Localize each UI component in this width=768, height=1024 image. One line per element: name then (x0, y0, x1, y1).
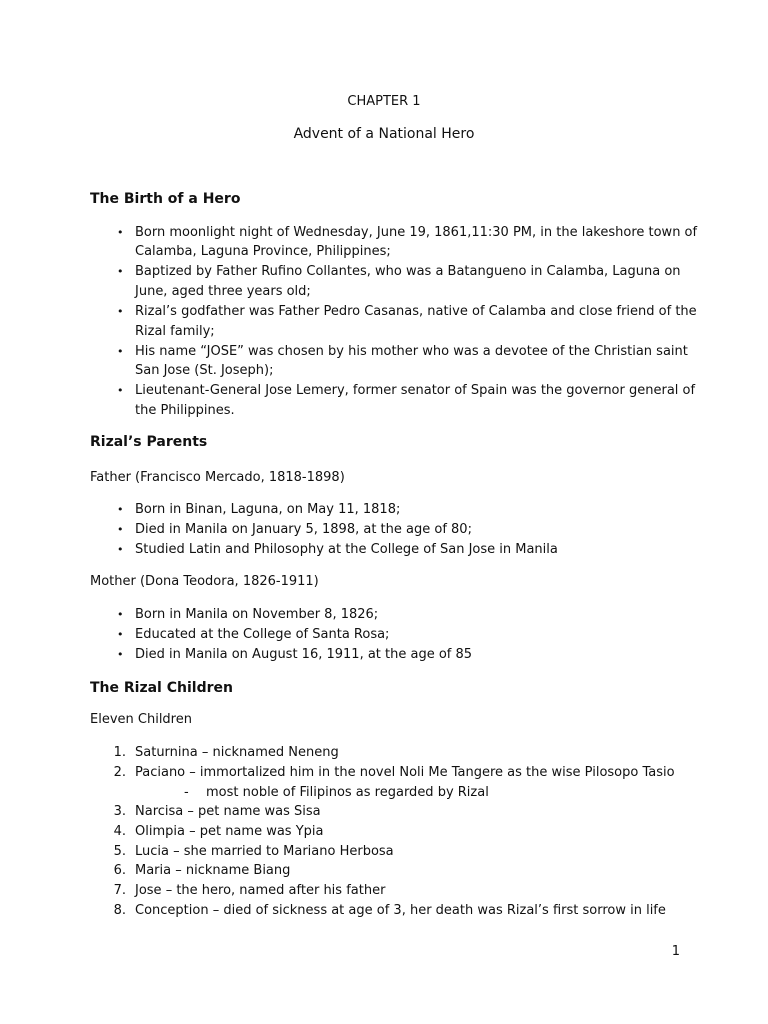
list-item: Educated at the College of Santa Rosa; (135, 627, 390, 642)
list-item: Paciano – immortalized him in the novel Noli Me Tangere as the wise Pilosopo Tasio (135, 765, 675, 780)
bullet-icon: • (117, 608, 124, 621)
section-heading-parents: Rizal’s Parents (90, 434, 208, 450)
list-item: Narcisa – pet name was Sisa (135, 804, 321, 819)
list-number: 1. (113, 745, 126, 760)
bullet-icon: • (117, 543, 124, 556)
bullet-icon: • (117, 265, 124, 278)
bullet-icon: • (117, 305, 124, 318)
list-item: Born in Binan, Laguna, on May 11, 1818; (135, 502, 401, 517)
sub-item-dash: - (184, 785, 189, 800)
list-item: Maria – nickname Biang (135, 863, 291, 878)
list-item: Lucia – she married to Mariano Herbosa (135, 844, 394, 859)
father-label: Father (Francisco Mercado, 1818-1898) (90, 470, 345, 485)
chapter-title: Advent of a National Hero (293, 126, 475, 142)
list-number: 8. (113, 903, 126, 918)
list-item: Saturnina – nicknamed Neneng (135, 745, 339, 760)
list-number: 7. (113, 883, 126, 898)
bullet-icon: • (117, 628, 124, 641)
list-item: Died in Manila on January 5, 1898, at the age of 80; (135, 522, 472, 537)
bullet-icon: • (117, 523, 124, 536)
bullet-icon: • (117, 345, 124, 358)
list-item-continuation: the Philippines. (135, 403, 235, 418)
list-item-continuation: Rizal family; (135, 324, 215, 339)
list-item: His name “JOSE” was chosen by his mother who was a devotee of the Christian saint (135, 344, 688, 359)
list-number: 2. (113, 765, 126, 780)
bullet-icon: • (117, 226, 124, 239)
list-item: Conception – died of sickness at age of 3, her death was Rizal’s first sorrow in life (135, 903, 666, 918)
list-item-continuation: June, aged three years old; (135, 284, 311, 299)
list-item-continuation: San Jose (St. Joseph); (135, 363, 274, 378)
chapter-label: CHAPTER 1 (347, 94, 421, 109)
list-number: 3. (113, 804, 126, 819)
list-item: Studied Latin and Philosophy at the College of San Jose in Manila (135, 542, 558, 557)
list-item-continuation: Calamba, Laguna Province, Philippines; (135, 244, 391, 259)
bullet-icon: • (117, 384, 124, 397)
list-number: 6. (113, 863, 126, 878)
bullet-icon: • (117, 648, 124, 661)
list-item: Rizal’s godfather was Father Pedro Casanas, native of Calamba and close friend of the (135, 304, 697, 319)
list-item: Lieutenant-General Jose Lemery, former senator of Spain was the governor general of (135, 383, 696, 398)
section-heading-birth: The Birth of a Hero (90, 191, 241, 207)
list-item: Died in Manila on August 16, 1911, at the age of 85 (135, 647, 473, 662)
section-heading-children: The Rizal Children (90, 680, 233, 696)
list-item: Baptized by Father Rufino Collantes, who was a Batangueno in Calamba, Laguna on (135, 264, 681, 279)
mother-label: Mother (Dona Teodora, 1826-1911) (90, 574, 319, 589)
list-item: Jose – the hero, named after his father (135, 883, 386, 898)
sub-item-text: most noble of Filipinos as regarded by Rizal (206, 785, 489, 800)
list-number: 4. (113, 824, 126, 839)
bullet-icon: • (117, 503, 124, 516)
list-number: 5. (113, 844, 126, 859)
list-item: Olimpia – pet name was Ypia (135, 824, 324, 839)
children-intro: Eleven Children (90, 712, 192, 727)
list-item: Born moonlight night of Wednesday, June 19, 1861,11:30 PM, in the lakeshore town of (135, 225, 698, 240)
page-number: 1 (671, 944, 680, 959)
list-item: Born in Manila on November 8, 1826; (135, 607, 379, 622)
